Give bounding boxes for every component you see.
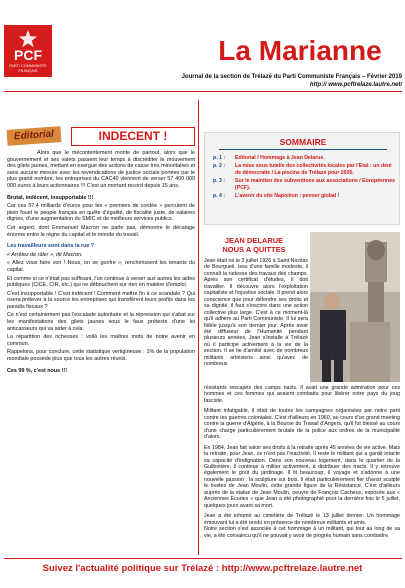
editorial-paragraph: Et comme si ce n'était pas suffisant, l'un continue à verser aux autres les aides publiques (CICE, CIR, etc.) qui ne débouchent sur rien en matière d'emploi. <box>7 275 195 289</box>
article-title-line: NOUS A QUITTES <box>222 245 286 254</box>
editorial-subheading: Les travailleurs sont dans la rue ? <box>7 243 95 250</box>
editorial-subheading: Brutal, indécent, insupportable !!! <box>7 194 94 201</box>
editorial-quote: « Arrêtez de râler », dit Macron. <box>7 251 83 258</box>
sommaire-list <box>213 155 397 201</box>
sommaire-text: Editorial / Hommage à Jean Delarue. <box>235 155 325 161</box>
sommaire-page: p. 4 : <box>213 193 226 200</box>
footer-banner[interactable]: Suivez l'actualité politique sur Trélazé : http://www.pcftrelaze.lautre.net <box>0 561 405 577</box>
article-paragraph: Notre section s'est associée à cet hommage à un militant, qui tout au long de sa vie, a été convaincu qu'il ne pouvait y avoir de progrès humain sans combattre. <box>204 526 400 539</box>
editorial-paragraph: Alors que le mécontentement monte de partout, alors que le gouvernement et ses valets passent leur temps à discréditer le mouvement des gilets jaunes, mettant en exergue des actions de casse très minoritaires et sans aucune mesure avec les revendications de justice sociale portées par le plus grand nombre, les entreprises du CAC40 viennent de verser 57 400 000 000 euros à leurs actionnaires !!! C'est un mortant record depuis 15 ans. <box>7 150 195 189</box>
sommaire-divider <box>219 149 387 150</box>
sommaire-text: La mise sous tutelle des collectivités locales par l'Etat : un déni de démocratie / La piscine de Trélazé pour 2020. <box>235 163 392 176</box>
sommaire-item[interactable] <box>213 178 397 191</box>
editorial-paragraph: La répartition des richesses : voilà les maîtres mots de notre avenir en commun. <box>7 334 195 347</box>
bottom-divider <box>4 558 402 559</box>
logo-subtext: PARTI COMMUNISTE FRANÇAIS <box>9 64 47 73</box>
editorial-paragraph: Rappelons, pour conclure, cette statistique vertigineuse : 1% de la population mondiale possède plus que tous les autres réunis. <box>7 349 195 363</box>
article-paragraph: résistants rescapés des camps nazis. Il avait une grande admiration pour ces hommes et ces femmes qui avaient combattu pour libérer notre pays du joug fasciste. <box>204 385 400 404</box>
editorial-tag <box>7 126 62 146</box>
photo-illustration <box>310 232 400 382</box>
logo-text: PCF <box>14 47 42 63</box>
sommaire-text: Sur le maintien des subventions aux associations / Européennes (PCF). <box>235 178 395 191</box>
pcf-logo <box>4 25 52 77</box>
column-divider <box>198 100 199 555</box>
sommaire-item[interactable] <box>213 193 397 199</box>
editorial-paragraph: C'est insupportable ! C'est indécent ! Comment mettre fin à ce scandale ? Qui osera prélever à la source les entreprises qui transfèrent leurs profits dans les paradis fiscaux ? <box>7 290 195 310</box>
sommaire-page: p. 3 : <box>213 178 226 185</box>
masthead <box>0 0 405 94</box>
sommaire-page: p. 2 : <box>213 163 226 170</box>
article-paragraph: En 1984, Jean fait valoir ses droits à la retraite après 45 années de vie active. Mais la retraite, pour Jean, ce n'est pas l'inactivité. Il reste le militant qui a gardé intacte sa capacité d'indignation. Dans son nouveau logement, dans le quartier de la Guilbotière, il continue à militer activement, à distribuer des tracts. Il y retrouve également le goût du jardinage. Il lit beaucoup, il voyage et s'adonne à une nouvelle passion : la sculpture sur bois. Il était particulièrement fier d'avoir sculpté le bustes de Jean Moulin, cette grande figure de la Résistance. C'est d'ailleurs auprès de la statue de Jean Moulin, oeuvre de François Cacheux, exposée aux « Anciennes Ecuries » que Jean a été photographié pour la dernière fois le 5 juillet, quelques jours avant sa mort. <box>204 444 400 509</box>
portrait-photo <box>310 232 400 382</box>
sommaire-page: p. 1 : <box>213 155 226 161</box>
editorial-closing: Ces 99 %, c'est nous !!! <box>7 367 67 374</box>
site-url[interactable]: http:// www.pcftrelaze.lautre.net/ <box>309 82 402 88</box>
editorial-paragraph: Car ces 57,4 milliards d'euros pour les « premiers de cordée » percutent de plein fouet le peuple français en quête d'égalité, de fiscalité juste, de salaires dignes, d'une augmentation du SMIC et de meilleurs services publics. <box>7 203 195 223</box>
sommaire-title: SOMMAIRE <box>279 137 327 147</box>
sommaire-item[interactable] <box>213 163 397 176</box>
newspaper-title: La Marianne <box>218 35 382 66</box>
sommaire-item[interactable] <box>213 155 397 161</box>
editorial-paragraph: Ce n'est certainement pas l'escalade autoritaire et la répression qui s'abat sur les manifestations des gilets jaunes sous le faux prétexte d'une loi anticasseurs qui va aider à cela. <box>7 312 195 332</box>
top-divider <box>4 91 402 92</box>
article-body <box>204 385 400 543</box>
article-title <box>204 236 304 254</box>
sommaire-box <box>204 132 400 225</box>
newspaper-subtitle: Journal de la section de Trélazé du Parti Communiste Français – Février 2019 <box>181 74 402 80</box>
editorial-body <box>7 150 195 376</box>
article-paragraph: Militant infatigable, il était de toutes les campagnes organisées par notre parti contre les guerres coloniales. C'est d'ailleurs en 1960, au cours d'un grand meeting contre la guerre d'Algérie, à la Bourse du Travail d'Angers, qu'il fut blessé au cours d'une charge particulièrement brutale de la police aux ordres de la municipalité d'alors. <box>204 408 400 441</box>
sommaire-text: L'avenir du site Napoléon : penser global ! <box>235 193 340 200</box>
editorial-paragraph: Cet argent, dont Emmanuel Macron ne parle pas, démontre le décalage énorme entre le règne du capital et le monde du travail. <box>7 224 195 238</box>
editorial-heading: INDECENT ! <box>71 127 195 146</box>
article-title-line: JEAN DELARUE <box>224 236 284 245</box>
article-paragraph: Jean était né le 3 juillet 1926 à Saint Nicolas de Bourgueil. Issu d'une famille modeste, il connaît la rudesse des travaux des champs. Après son certificat d'études, il doit travailler. Il découvre alors l'exploitation capitaliste et l'injustice sociale. Il prend alors conscience que pour défendre ses droits et sa dignité, il faut s'inscrire dans une action collective plus large. C'est à ce moment-là qu'il adhère au Parti Communiste. Il lui sera fidèle jusqu'à son dernier jour. Après avoir été diffuseur de l'Humanité pendant plusieurs années, Jean s'installe à Trélazé où il participe activement à la vie de la section. Il se lie d'amitié avec de nombreux militants artoisiens ainsi qu'avec de nombreux <box>204 258 308 368</box>
article-paragraph: Jean a été inhumé au cimetière de Trélazé le 13 juillet dernier. Un hommage émouvant lui a été rendu en présence de nombreux militants et amis. <box>204 513 400 526</box>
article-body-top <box>204 258 308 369</box>
editorial-tag-label: Editorial <box>13 128 55 143</box>
editorial-quote: « Allez vous faire voir ! Nous, on se gonfre », renchérissent les tenants du capital. <box>7 260 195 273</box>
